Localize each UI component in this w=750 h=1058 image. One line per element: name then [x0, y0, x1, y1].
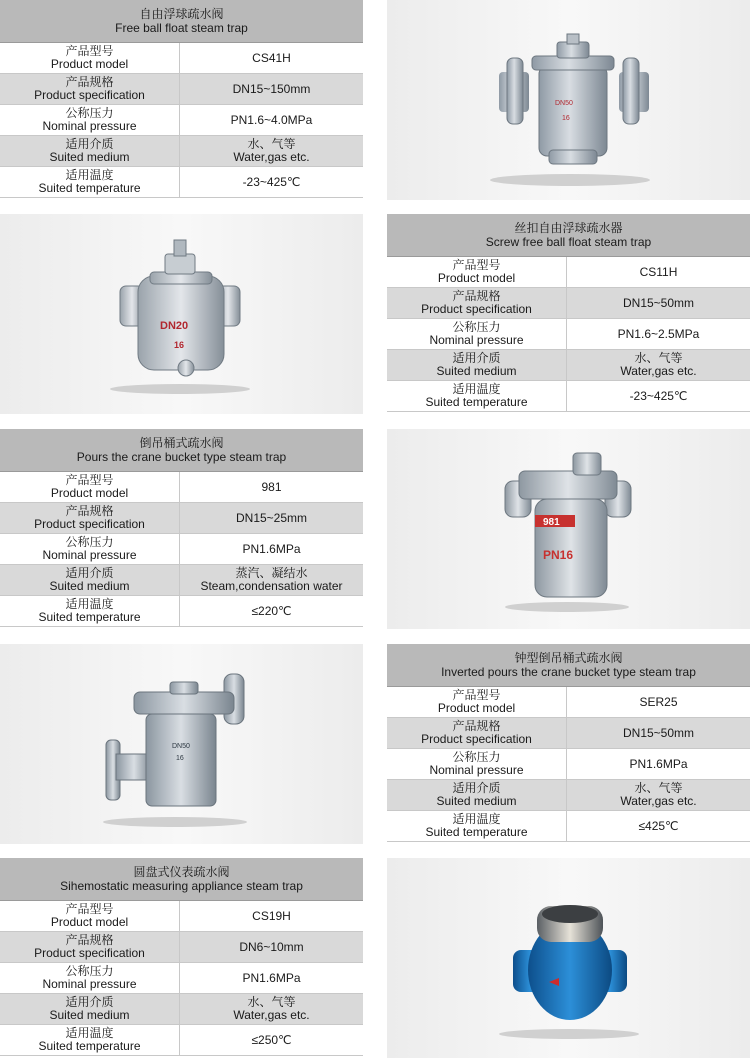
- spec-value-en: Water,gas etc.: [233, 1008, 310, 1022]
- spec-value: SER25: [639, 694, 678, 709]
- spec-row-pressure: [387, 749, 750, 780]
- label-cn: 适用介质: [452, 781, 501, 795]
- label-cn: 产品规格: [452, 719, 501, 733]
- spec-value: 981: [261, 479, 282, 494]
- label-cn: 产品型号: [65, 44, 114, 58]
- label-cn: 适用介质: [65, 566, 114, 580]
- label-cn: 适用温度: [65, 1026, 114, 1040]
- screw-float-trap-illustration: [0, 214, 363, 414]
- product-title-cn: 圆盘式仪表疏水阀: [133, 865, 230, 879]
- label-cn: 产品型号: [452, 258, 501, 272]
- spec-value-en: Water,gas etc.: [620, 794, 697, 808]
- spec-row-model: [0, 901, 363, 932]
- label-en: Nominal pressure: [42, 119, 137, 133]
- spec-row-model: [0, 43, 363, 74]
- spec-table-bucket-trap: [0, 429, 363, 627]
- label-en: Product model: [50, 915, 129, 929]
- spec-row-temperature: [0, 167, 363, 198]
- spec-value: 蒸汽、凝结水: [235, 566, 308, 580]
- spec-row-pressure: [0, 534, 363, 565]
- label-cn: 公称压力: [452, 750, 501, 764]
- photo-marking-size: DN20: [160, 320, 189, 332]
- label-en: Product specification: [34, 88, 145, 102]
- spec-value: -23~425℃: [242, 174, 301, 189]
- label-en: Product model: [437, 271, 516, 285]
- svg-text:16: 16: [562, 115, 570, 122]
- label-cn: 公称压力: [65, 964, 114, 978]
- spec-value: PN1.6MPa: [242, 970, 301, 985]
- spec-row-specification: [0, 932, 363, 963]
- spec-table-header: [387, 214, 750, 257]
- product-title-cn: 自由浮球疏水阀: [139, 7, 224, 21]
- product-photo-inverted-bucket: [0, 644, 363, 844]
- product-title-en: Inverted pours the crane bucket type steam trap: [441, 665, 696, 679]
- spec-value: -23~425℃: [629, 388, 688, 403]
- label-cn: 适用介质: [452, 351, 501, 365]
- spec-value: DN15~150mm: [232, 81, 311, 96]
- label-cn: 产品型号: [452, 688, 501, 702]
- label-cn: 产品规格: [452, 289, 501, 303]
- label-en: Nominal pressure: [429, 763, 524, 777]
- product-title-en: Sihemostatic measuring appliance steam trap: [60, 879, 303, 893]
- spec-row-medium: [387, 350, 750, 381]
- spec-value: DN15~50mm: [622, 295, 695, 310]
- spec-row-specification: [387, 288, 750, 319]
- label-en: Product specification: [34, 946, 145, 960]
- spec-value: ≤250℃: [251, 1032, 292, 1047]
- spec-table-free-ball-float: [0, 0, 363, 198]
- product-title-cn: 钟型倒吊桶式疏水阀: [514, 651, 623, 665]
- spec-value: DN15~50mm: [622, 725, 695, 740]
- label-cn: 产品型号: [65, 473, 114, 487]
- label-cn: 适用介质: [65, 137, 114, 151]
- spec-value: PN1.6~2.5MPa: [617, 326, 700, 341]
- label-en: Nominal pressure: [42, 977, 137, 991]
- spec-value: PN1.6MPa: [629, 756, 688, 771]
- product-title-cn: 倒吊桶式疏水阀: [139, 436, 224, 450]
- spec-value: DN6~10mm: [239, 939, 304, 954]
- label-cn: 产品规格: [65, 504, 114, 518]
- spec-value: DN15~25mm: [235, 510, 308, 525]
- spec-value-en: Steam,condensation water: [200, 579, 343, 593]
- svg-text:16: 16: [176, 755, 184, 762]
- label-en: Suited medium: [49, 579, 130, 593]
- label-en: Suited temperature: [425, 825, 528, 839]
- spec-row-model: [387, 687, 750, 718]
- product-photo-bucket-trap: [387, 429, 750, 629]
- label-cn: 适用介质: [65, 995, 114, 1009]
- product-photo-thermostatic-disc: [387, 858, 750, 1058]
- label-cn: 适用温度: [65, 168, 114, 182]
- spec-value: 水、气等: [634, 781, 683, 795]
- label-cn: 产品规格: [65, 933, 114, 947]
- svg-text:DN50: DN50: [172, 743, 190, 750]
- label-en: Product model: [50, 57, 129, 71]
- spec-table-header: [0, 858, 363, 901]
- label-en: Suited medium: [436, 364, 517, 378]
- svg-text:DN50: DN50: [555, 100, 573, 107]
- spec-table-inverted-bucket: [387, 644, 750, 842]
- product-title-en: Free ball float steam trap: [115, 21, 248, 35]
- spec-value-en: Water,gas etc.: [233, 150, 310, 164]
- spec-table-thermostatic-disc: [0, 858, 363, 1056]
- label-cn: 适用温度: [65, 597, 114, 611]
- label-en: Product specification: [34, 517, 145, 531]
- spec-row-medium: [0, 136, 363, 167]
- spec-value: ≤425℃: [638, 818, 679, 833]
- label-cn: 产品规格: [65, 75, 114, 89]
- label-en: Product model: [50, 486, 129, 500]
- photo-marking-model: 981: [543, 517, 560, 528]
- spec-row-pressure: [387, 319, 750, 350]
- label-en: Suited medium: [49, 150, 130, 164]
- label-en: Suited medium: [49, 1008, 130, 1022]
- spec-value: 水、气等: [634, 351, 683, 365]
- spec-row-model: [0, 472, 363, 503]
- label-en: Product model: [437, 701, 516, 715]
- product-photo-screw-free-ball: [0, 214, 363, 414]
- label-en: Nominal pressure: [429, 333, 524, 347]
- photo-marking-pressure: 16: [174, 340, 185, 350]
- product-photo-free-ball-float: [387, 0, 750, 200]
- label-cn: 公称压力: [65, 535, 114, 549]
- photo-marking-pressure: PN16: [543, 548, 574, 562]
- spec-value: CS41H: [252, 50, 291, 65]
- spec-row-temperature: [387, 811, 750, 842]
- spec-row-specification: [387, 718, 750, 749]
- label-en: Nominal pressure: [42, 548, 137, 562]
- product-title-en: Pours the crane bucket type steam trap: [76, 450, 287, 464]
- spec-row-pressure: [0, 963, 363, 994]
- label-en: Suited temperature: [38, 610, 141, 624]
- spec-row-pressure: [0, 105, 363, 136]
- spec-table-header: [0, 0, 363, 43]
- spec-table-header: [387, 644, 750, 687]
- spec-value: CS11H: [639, 264, 678, 279]
- spec-row-temperature: [0, 1025, 363, 1056]
- label-cn: 公称压力: [452, 320, 501, 334]
- spec-value: 水、气等: [247, 995, 296, 1009]
- product-title-cn: 丝扣自由浮球疏水器: [514, 221, 623, 235]
- spec-value: CS19H: [252, 908, 291, 923]
- inverted-bucket-trap-illustration: [0, 644, 363, 844]
- spec-row-medium: [0, 994, 363, 1025]
- label-cn: 适用温度: [452, 382, 501, 396]
- spec-value: ≤220℃: [251, 603, 292, 618]
- label-en: Product specification: [421, 302, 532, 316]
- label-en: Suited medium: [436, 794, 517, 808]
- spec-row-medium: [387, 780, 750, 811]
- bucket-trap-illustration: [387, 429, 750, 629]
- spec-table-header: [0, 429, 363, 472]
- label-en: Suited temperature: [38, 181, 141, 195]
- label-cn: 适用温度: [452, 812, 501, 826]
- label-en: Product specification: [421, 732, 532, 746]
- spec-value: PN1.6~4.0MPa: [230, 112, 313, 127]
- label-en: Suited temperature: [38, 1039, 141, 1053]
- spec-value: PN1.6MPa: [242, 541, 301, 556]
- spec-table-screw-free-ball: [387, 214, 750, 412]
- spec-row-specification: [0, 74, 363, 105]
- spec-value-en: Water,gas etc.: [620, 364, 697, 378]
- spec-row-specification: [0, 503, 363, 534]
- spec-row-temperature: [387, 381, 750, 412]
- label-cn: 公称压力: [65, 106, 114, 120]
- label-en: Suited temperature: [425, 395, 528, 409]
- spec-value: 水、气等: [247, 137, 296, 151]
- product-title-en: Screw free ball float steam trap: [485, 235, 652, 249]
- spec-row-medium: [0, 565, 363, 596]
- spec-row-model: [387, 257, 750, 288]
- flanged-float-trap-illustration: [387, 0, 750, 200]
- disc-trap-illustration: [387, 858, 750, 1058]
- label-cn: 产品型号: [65, 902, 114, 916]
- spec-row-temperature: [0, 596, 363, 627]
